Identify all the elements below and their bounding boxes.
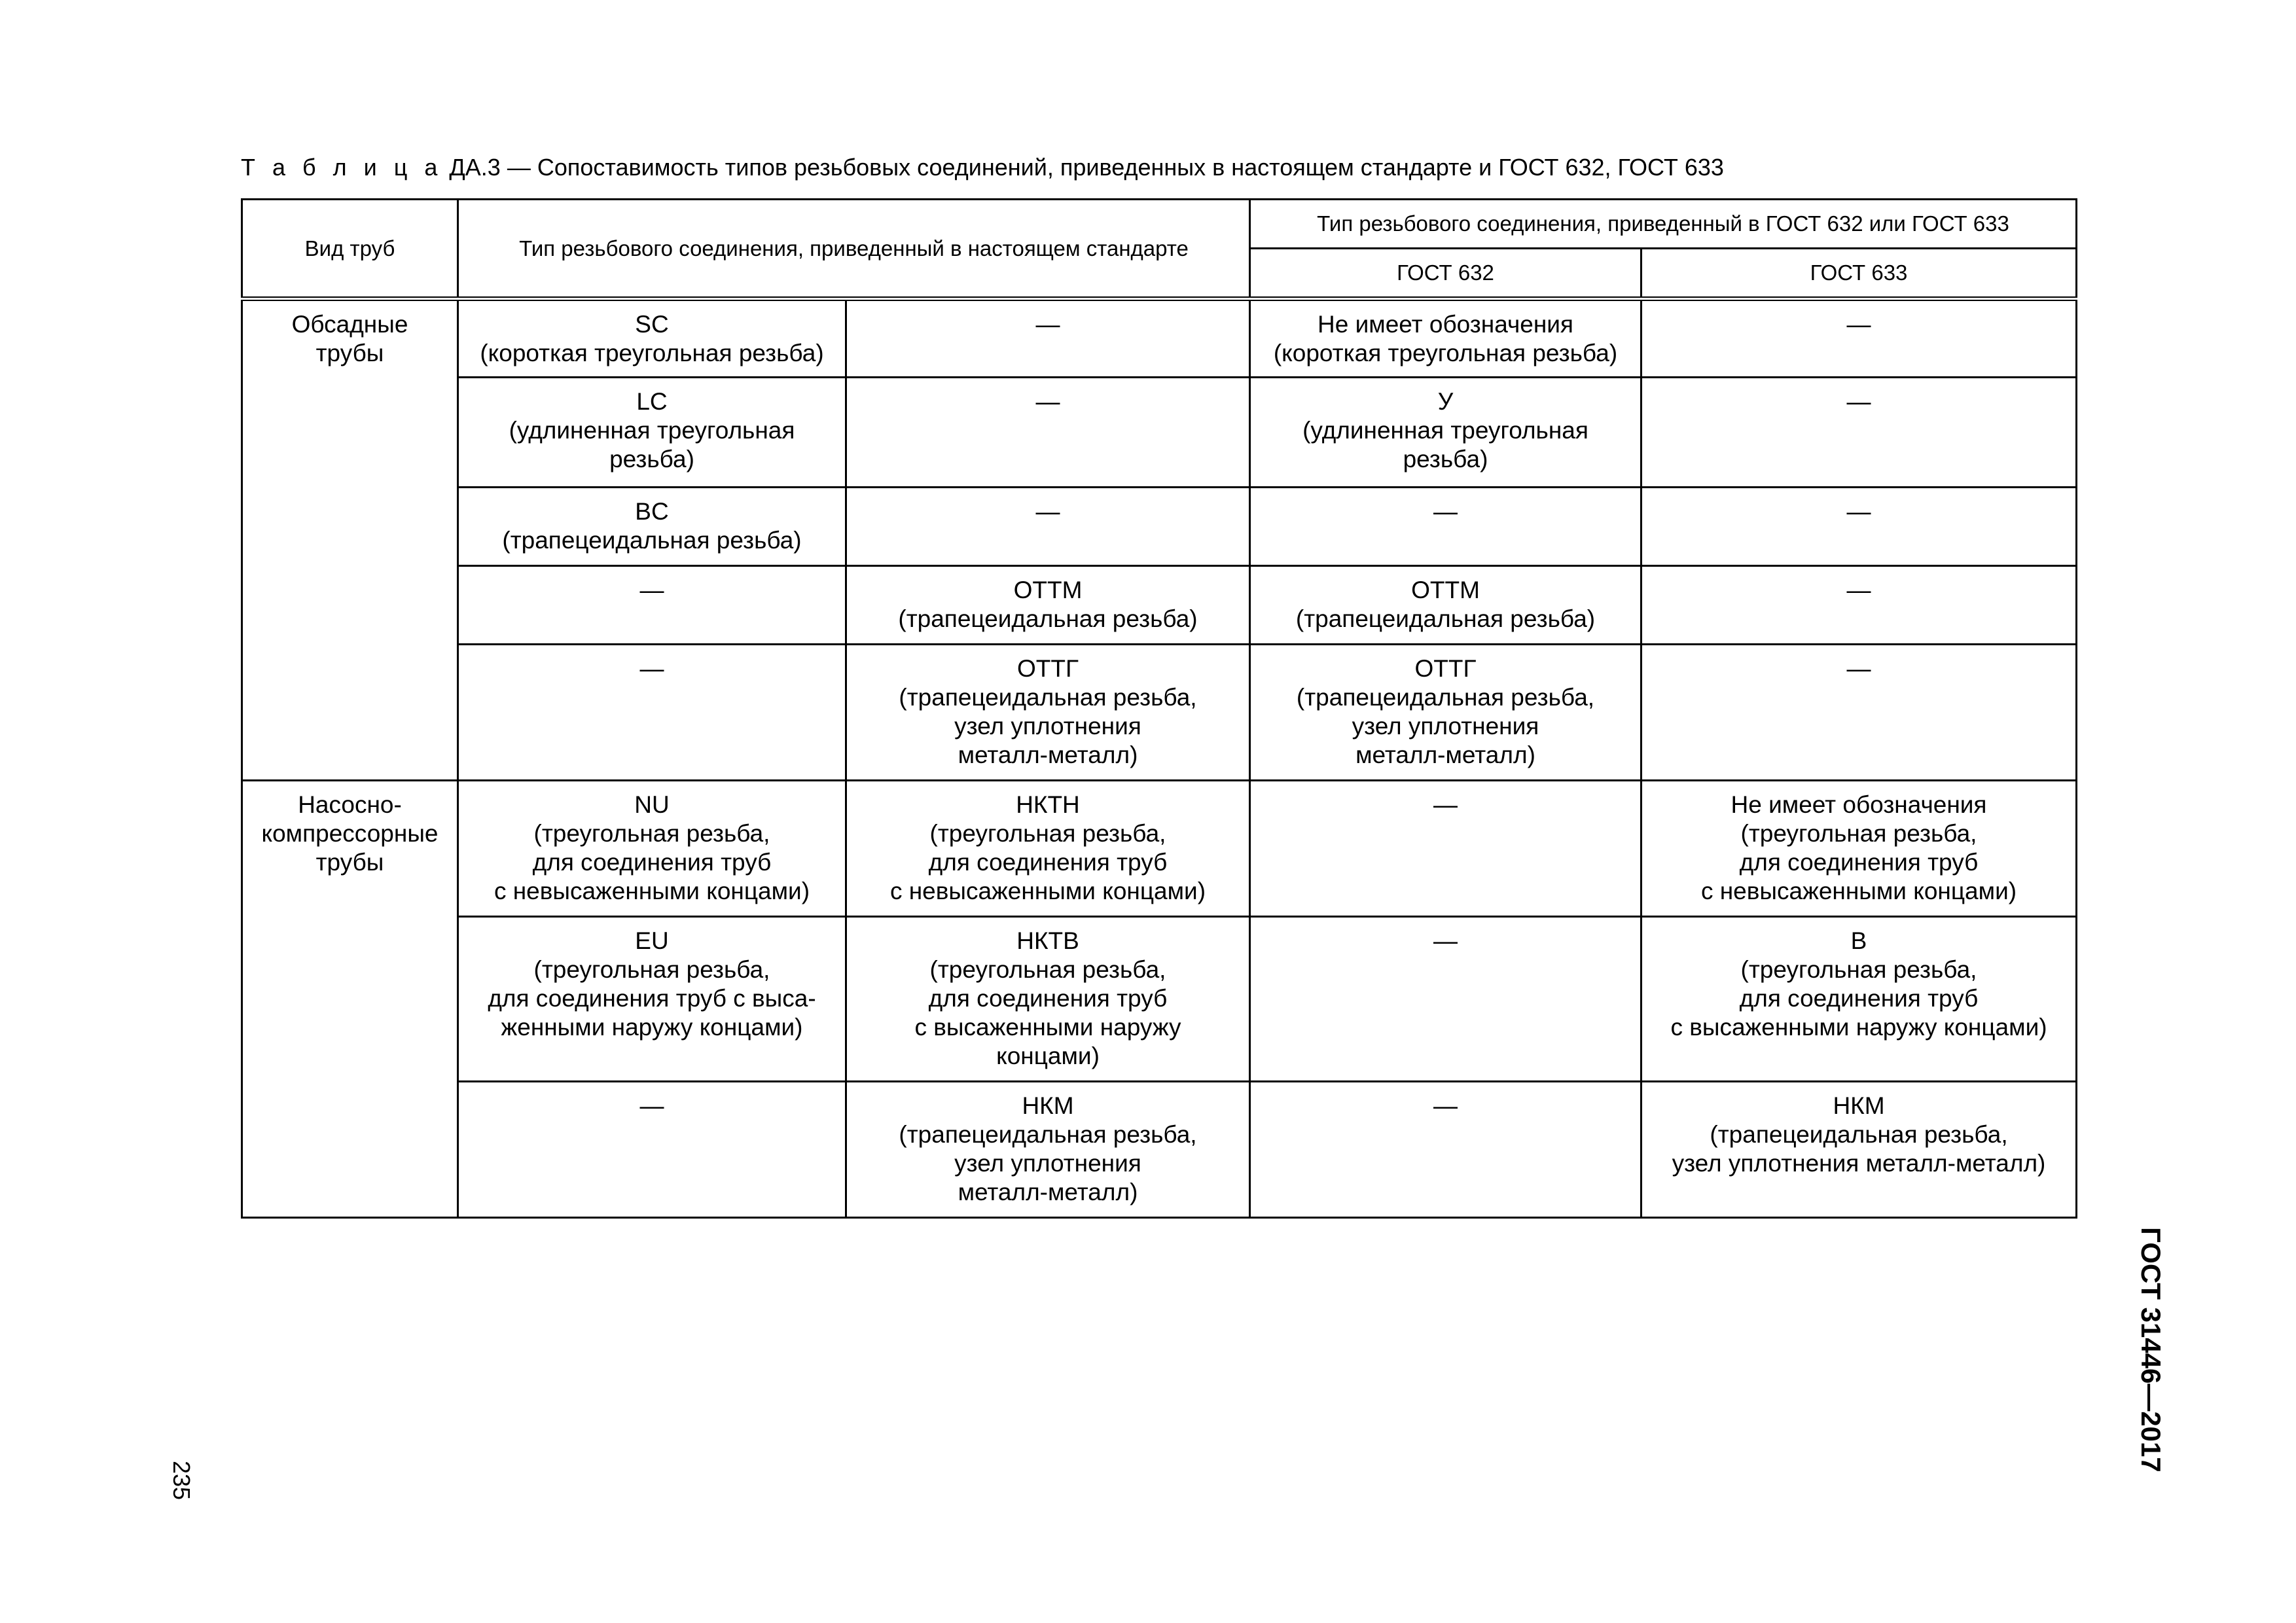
table-row: [242, 645, 2077, 781]
cell-text-line: ОТТМ: [1411, 577, 1480, 603]
table-cell: [1250, 378, 1641, 488]
table-row: [242, 917, 2077, 1082]
cell-text-line: (удлиненная треугольная: [509, 417, 795, 444]
table-cell: [458, 917, 846, 1082]
table-cell: [1641, 1082, 2077, 1218]
header-gost-633: ГОСТ 633: [1641, 249, 2077, 299]
table-cell: [1641, 299, 2077, 378]
caption-prefix: Т а б л и ц а: [241, 154, 443, 181]
cell-text-line: (трапецеидальная резьба): [502, 527, 802, 554]
cell-text-line: LC: [636, 388, 668, 415]
cell-text-line: —: [1433, 1092, 1458, 1119]
cell-text-line: для соединения труб: [928, 849, 1168, 876]
cell-text-line: НКТВ: [1016, 927, 1079, 954]
cell-text-line: с невысаженными концами): [493, 878, 810, 904]
table-cell: [1250, 645, 1641, 781]
cell-text-line: ОТТГ: [1016, 655, 1079, 682]
cell-text-line: (треугольная резьба,: [1740, 956, 1977, 983]
table-cell: [846, 781, 1250, 917]
table-row: [242, 488, 2077, 566]
table-cell: [1250, 566, 1641, 645]
cell-text-line: (короткая треугольная резьба): [480, 340, 824, 366]
pipe-type-cell: [242, 781, 458, 1218]
cell-text-line: узел уплотнения: [954, 713, 1141, 740]
cell-text-line: (трапецеидальная резьба): [898, 605, 1198, 632]
cell-text-line: (трапецеидальная резьба,: [1296, 684, 1595, 711]
cell-text-line: НКМ: [1833, 1092, 1885, 1119]
cell-text-line: (треугольная резьба,: [1740, 820, 1977, 847]
cell-text-line: —: [1035, 388, 1060, 415]
table-row: [242, 781, 2077, 917]
table-cell: [458, 645, 846, 781]
table-body: [242, 299, 2077, 1218]
cell-text-line: узел уплотнения: [1352, 713, 1539, 740]
cell-text-line: (треугольная резьба,: [533, 956, 770, 983]
table-cell: [458, 378, 846, 488]
cell-text-line: В: [1850, 927, 1867, 954]
cell-text-line: узел уплотнения: [954, 1150, 1141, 1177]
cell-text-line: —: [1846, 311, 1871, 338]
table-cell: [458, 781, 846, 917]
cell-text-line: (трапецеидальная резьба,: [899, 1121, 1197, 1148]
table-cell: [458, 1082, 846, 1218]
table-cell: [846, 299, 1250, 378]
table-cell: [846, 378, 1250, 488]
cell-text-line: (трапецеидальная резьба): [1295, 605, 1596, 632]
table-caption: [241, 152, 1724, 183]
cell-text-line: концами): [996, 1043, 1100, 1069]
table-cell: [1250, 781, 1641, 917]
cell-text-line: —: [639, 577, 664, 603]
cell-text-line: с невысаженными концами): [1700, 878, 2017, 904]
cell-text-line: NU: [634, 791, 670, 818]
cell-text-line: (треугольная резьба,: [533, 820, 770, 847]
cell-text-line: металл-металл): [958, 741, 1138, 768]
cell-text-line: металл-металл): [958, 1179, 1138, 1205]
header-gost-types: Тип резьбового соединения, приведенный в ГОСТ 632 или ГОСТ 633: [1250, 200, 2077, 249]
cell-text-line: для соединения труб: [1739, 849, 1979, 876]
cell-text-line: узел уплотнения металл-металл): [1672, 1150, 2046, 1177]
table-cell: [458, 566, 846, 645]
cell-text-line: НКМ: [1022, 1092, 1074, 1119]
cell-text-line: ОТТГ: [1414, 655, 1477, 682]
cell-text-line: компрессорные: [261, 820, 439, 847]
cell-text-line: SC: [635, 311, 669, 338]
table-cell: [846, 1082, 1250, 1218]
cell-text-line: для соединения труб с выса-: [488, 985, 816, 1012]
cell-text-line: BC: [635, 498, 669, 525]
cell-text-line: (треугольная резьба,: [929, 956, 1166, 983]
cell-text-line: (треугольная резьба,: [929, 820, 1166, 847]
header-pipe-type: Вид труб: [242, 200, 458, 299]
cell-text-line: —: [1433, 927, 1458, 954]
cell-text-line: для соединения труб: [532, 849, 772, 876]
cell-text-line: —: [1035, 311, 1060, 338]
cell-text-line: Обсадные: [291, 311, 408, 338]
cell-text-line: Насосно-: [298, 791, 402, 818]
cell-text-line: для соединения труб: [1739, 985, 1979, 1012]
table-cell: [1641, 781, 2077, 917]
document-side-title: ГОСТ 31446—2017: [2136, 1227, 2166, 1472]
table-row: [242, 1082, 2077, 1218]
cell-text-line: металл-металл): [1355, 741, 1535, 768]
header-gost-632: ГОСТ 632: [1250, 249, 1641, 299]
cell-text-line: —: [1846, 498, 1871, 525]
table-cell: [1641, 566, 2077, 645]
table-cell: [1641, 488, 2077, 566]
cell-text-line: (короткая треугольная резьба): [1273, 340, 1618, 366]
table-row: [242, 566, 2077, 645]
cell-text-line: резьба): [1403, 446, 1488, 473]
pipe-type-cell: [242, 299, 458, 781]
cell-text-line: с высаженными наружу: [914, 1014, 1181, 1041]
cell-text-line: Не имеет обозначения: [1318, 311, 1573, 338]
table-cell: [458, 488, 846, 566]
page-number: 235: [168, 1461, 195, 1501]
table-cell: [846, 566, 1250, 645]
cell-text-line: EU: [635, 927, 669, 954]
table-row: [242, 299, 2077, 378]
table-cell: [1641, 645, 2077, 781]
cell-text-line: (трапецеидальная резьба,: [899, 684, 1197, 711]
cell-text-line: —: [639, 655, 664, 682]
cell-text-line: —: [1433, 791, 1458, 818]
cell-text-line: —: [1846, 655, 1871, 682]
cell-text-line: с высаженными наружу концами): [1670, 1014, 2047, 1041]
table-cell: [1250, 917, 1641, 1082]
cell-text-line: (трапецеидальная резьба,: [1710, 1121, 2008, 1148]
cell-text-line: НКТН: [1016, 791, 1080, 818]
cell-text-line: —: [1035, 498, 1060, 525]
header-this-standard: Тип резьбового соединения, приведенный в настоящем стандарте: [458, 200, 1250, 299]
table-cell: [1641, 917, 2077, 1082]
cell-text-line: с невысаженными концами): [889, 878, 1206, 904]
cell-text-line: для соединения труб: [928, 985, 1168, 1012]
cell-text-line: трубы: [315, 849, 384, 876]
cell-text-line: резьба): [609, 446, 694, 473]
table-cell: [846, 917, 1250, 1082]
comparison-table: [241, 198, 2077, 1219]
cell-text-line: трубы: [315, 340, 384, 366]
cell-text-line: ОТТМ: [1013, 577, 1083, 603]
cell-text-line: —: [1433, 498, 1458, 525]
table-cell: [1250, 299, 1641, 378]
caption-text: ДА.3 — Сопоставимость типов резьбовых соединений, приведенных в настоящем стандарте и ГОСТ 632, ГОСТ 633: [442, 154, 1724, 181]
table-cell: [846, 645, 1250, 781]
table-cell: [1250, 488, 1641, 566]
cell-text-line: (удлиненная треугольная: [1302, 417, 1588, 444]
table-cell: [846, 488, 1250, 566]
table-cell: [458, 299, 846, 378]
cell-text-line: —: [1846, 577, 1871, 603]
cell-text-line: У: [1437, 388, 1454, 415]
table-cell: [1641, 378, 2077, 488]
table-cell: [1250, 1082, 1641, 1218]
cell-text-line: —: [639, 1092, 664, 1119]
table-row: [242, 378, 2077, 488]
cell-text-line: женными наружу концами): [501, 1014, 803, 1041]
cell-text-line: —: [1846, 388, 1871, 415]
cell-text-line: Не имеет обозначения: [1731, 791, 1987, 818]
